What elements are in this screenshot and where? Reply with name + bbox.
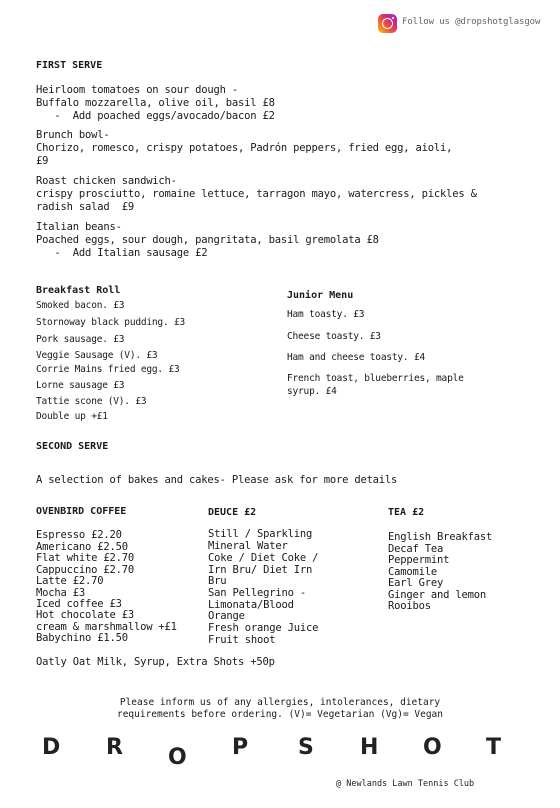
logo-letter: S: [298, 735, 314, 760]
coffee-item: Cappuccino £2.70: [36, 564, 134, 576]
coffee-extras: Oatly Oat Milk, Syrup, Extra Shots +50p: [36, 656, 275, 668]
logo-letter: H: [360, 735, 379, 760]
junior-menu-item: Cheese toasty. £3: [287, 331, 381, 342]
junior-menu-heading: Junior Menu: [287, 290, 354, 301]
coffee-item: Latte £2.70: [36, 575, 104, 587]
junior-menu-item: Ham toasty. £3: [287, 309, 365, 320]
coffee-item: cream & marshmallow +£1: [36, 621, 177, 633]
breakfast-roll-item: Double up +£1: [36, 411, 108, 422]
follow-us-link[interactable]: Follow us @dropshotglasgow: [402, 17, 541, 27]
tea-heading: TEA £2: [388, 507, 425, 518]
menu-item-roast-chicken-sandwich: Roast chicken sandwich- crispy prosciutto, romaine lettuce, tarragon mayo, watercress, pickles & radish salad £9: [36, 175, 477, 213]
deuce-heading: DEUCE £2: [208, 507, 257, 518]
second-serve-description: A selection of bakes and cakes- Please ask for more details: [36, 474, 398, 486]
logo-letter: D: [42, 735, 61, 760]
logo-letter: R: [106, 735, 123, 760]
menu-item-heirloom-tomatoes: Heirloom tomatoes on sour dough - Buffalo mozzarella, olive oil, basil £8 - Add poached eggs/avocado/bacon £2: [36, 84, 275, 122]
deuce-item: Coke / Diet Coke / Irn Bru/ Diet Irn Bru: [208, 552, 319, 588]
coffee-item: Espresso £2.20: [36, 529, 122, 541]
logo-letter: P: [232, 735, 249, 760]
logo-letter: O: [168, 745, 187, 770]
tea-item: Decaf Tea: [388, 543, 444, 555]
logo-letter: O: [423, 735, 442, 760]
breakfast-roll-item: Pork sausage. £3: [36, 334, 125, 345]
coffee-item: Flat white £2.70: [36, 552, 134, 564]
first-serve-heading: FIRST SERVE: [36, 60, 103, 71]
deuce-item: San Pellegrino - Limonata/Blood Orange: [208, 587, 306, 623]
coffee-item: Hot chocolate £3: [36, 609, 134, 621]
deuce-item: Fruit shoot: [208, 634, 276, 646]
tea-item: English Breakfast: [388, 531, 493, 543]
breakfast-roll-item: Smoked bacon. £3: [36, 300, 125, 311]
ovenbird-coffee-heading: OVENBIRD COFFEE: [36, 506, 127, 517]
menu-item-italian-beans: Italian beans- Poached eggs, sour dough, pangritata, basil gremolata £8 - Add Italian sausage £2: [36, 221, 379, 259]
breakfast-roll-item: Stornoway black pudding. £3: [36, 317, 186, 328]
junior-menu-item: French toast, blueberries, maple syrup. £4: [287, 373, 464, 397]
tea-item: Peppermint: [388, 554, 450, 566]
coffee-item: Americano £2.50: [36, 541, 128, 553]
second-serve-heading: SECOND SERVE: [36, 441, 109, 452]
deuce-item: Still / Sparkling Mineral Water: [208, 528, 313, 552]
junior-menu-item: Ham and cheese toasty. £4: [287, 352, 425, 363]
breakfast-roll-item: Lorne sausage £3: [36, 380, 125, 391]
instagram-icon[interactable]: [378, 14, 397, 33]
deuce-item: Fresh orange Juice: [208, 622, 319, 634]
allergy-note: Please inform us of any allergies, intolerances, dietary requirements before ordering. (V)= Vegetarian (Vg)= Vegan: [116, 697, 443, 720]
tea-item: Camomile: [388, 566, 437, 578]
breakfast-roll-item: Veggie Sausage (V). £3: [36, 350, 158, 361]
logo-letter: T: [486, 735, 502, 760]
coffee-item: Mocha £3: [36, 587, 85, 599]
tea-item: Ginger and lemon: [388, 589, 486, 601]
breakfast-roll-heading: Breakfast Roll: [36, 285, 121, 296]
tea-item: Rooibos: [388, 600, 431, 612]
menu-item-brunch-bowl: Brunch bowl- Chorizo, romesco, crispy potatoes, Padrón peppers, fried egg, aioli, £9: [36, 129, 453, 167]
coffee-item: Babychino £1.50: [36, 632, 128, 644]
breakfast-roll-item: Tattie scone (V). £3: [36, 396, 147, 407]
venue-location: @ Newlands Lawn Tennis Club: [336, 779, 475, 789]
breakfast-roll-item: Corrie Mains fried egg. £3: [36, 364, 180, 375]
coffee-item: Iced coffee £3: [36, 598, 122, 610]
tea-item: Earl Grey: [388, 577, 444, 589]
